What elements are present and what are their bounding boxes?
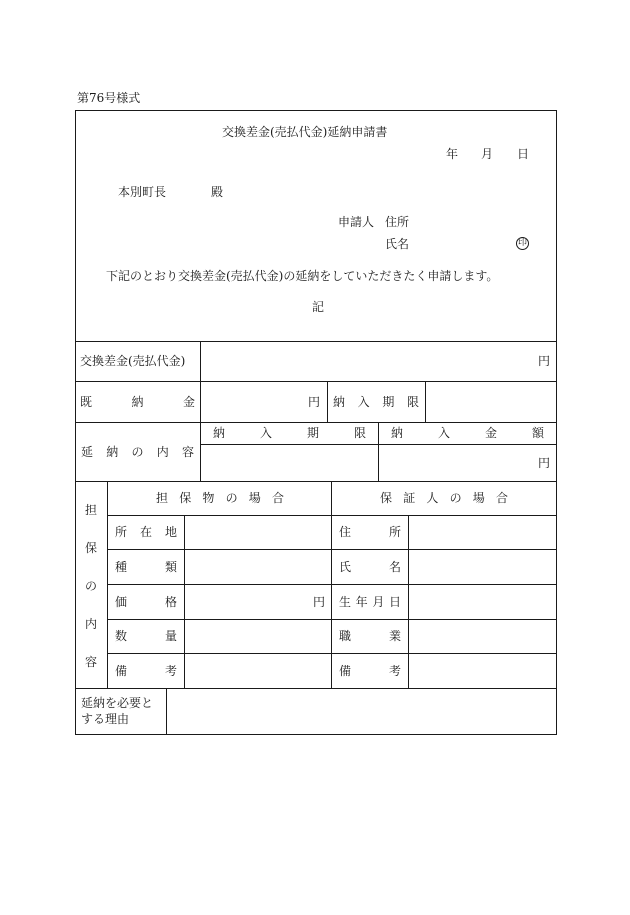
exchange-amount-field[interactable] [201, 341, 550, 381]
deferral-content-label: 延 納 の 内 容 [81, 444, 194, 459]
exchange-amount-label: 交換差金(売払代金) [80, 354, 186, 368]
collateral-quantity-field[interactable] [185, 620, 330, 653]
collateral-remarks-field[interactable] [185, 654, 330, 688]
address-label: 住所 [385, 215, 410, 229]
collateral-price-field[interactable] [185, 585, 325, 619]
guarantor-birthdate-field[interactable] [409, 585, 556, 619]
guarantor-address-label: 住 所 [339, 525, 401, 539]
collateral-location-field[interactable] [185, 516, 330, 549]
yen-unit: 円 [537, 456, 550, 470]
applicant-label: 申請人 [338, 215, 375, 229]
guarantor-name-label: 氏 名 [339, 559, 401, 574]
paid-amount-label: 既 納 金 [80, 394, 195, 409]
guarantor-remarks-field[interactable] [409, 654, 556, 688]
pay-amount-field[interactable] [379, 445, 550, 481]
guarantor-occupation-label: 職 業 [339, 629, 401, 643]
date-day: 日 [517, 147, 530, 161]
reason-field[interactable] [167, 689, 556, 734]
pay-deadline-header: 納 入 期 限 [213, 426, 366, 440]
addressee: 本別町長 [118, 185, 167, 199]
collateral-price-label: 価 格 [115, 594, 177, 609]
guarantor-header: 保 証 人 の 場 合 [380, 491, 508, 505]
paid-amount-field[interactable] [201, 381, 320, 422]
reason-label-line1: 延納を必要と [81, 696, 154, 710]
payment-deadline-field[interactable] [426, 381, 556, 422]
name-label: 氏名 [385, 237, 410, 251]
reason-label-line2: する理由 [81, 712, 130, 726]
collateral-remarks-label: 備 考 [115, 663, 177, 678]
collateral-type-label: 種 類 [115, 559, 177, 574]
guarantor-birthdate-label: 生 年 月 日 [339, 594, 401, 609]
security-content-label: 担 保 の 内 容 [84, 502, 97, 669]
date-month: 月 [481, 147, 494, 161]
honorific: 殿 [211, 185, 224, 199]
yen-unit: 円 [307, 394, 320, 409]
collateral-header: 担 保 物 の 場 合 [156, 491, 284, 505]
yen-unit: 円 [312, 595, 325, 609]
payment-deadline-label: 納 入 期 限 [333, 394, 419, 409]
seal-mark-icon: 印 [517, 238, 527, 248]
guarantor-occupation-field[interactable] [409, 620, 556, 653]
form-title: 交換差金(売払代金)延納申請書 [222, 125, 388, 139]
pay-deadline-field[interactable] [201, 445, 377, 481]
guarantor-name-field[interactable] [409, 550, 556, 584]
guarantor-remarks-label: 備 考 [339, 663, 401, 678]
ki-mark: 記 [312, 300, 325, 314]
form-number: 第76号様式 [77, 91, 141, 105]
date-year: 年 [446, 147, 459, 161]
collateral-location-label: 所 在 地 [115, 525, 177, 539]
pay-amount-header: 納 入 金 額 [391, 426, 544, 440]
guarantor-address-field[interactable] [409, 516, 556, 549]
collateral-type-field[interactable] [185, 550, 330, 584]
request-text: 下記のとおり交換差金(売払代金)の延納をしていただきたく申請します。 [106, 269, 499, 283]
collateral-quantity-label: 数 量 [115, 629, 177, 643]
yen-unit: 円 [537, 354, 550, 368]
